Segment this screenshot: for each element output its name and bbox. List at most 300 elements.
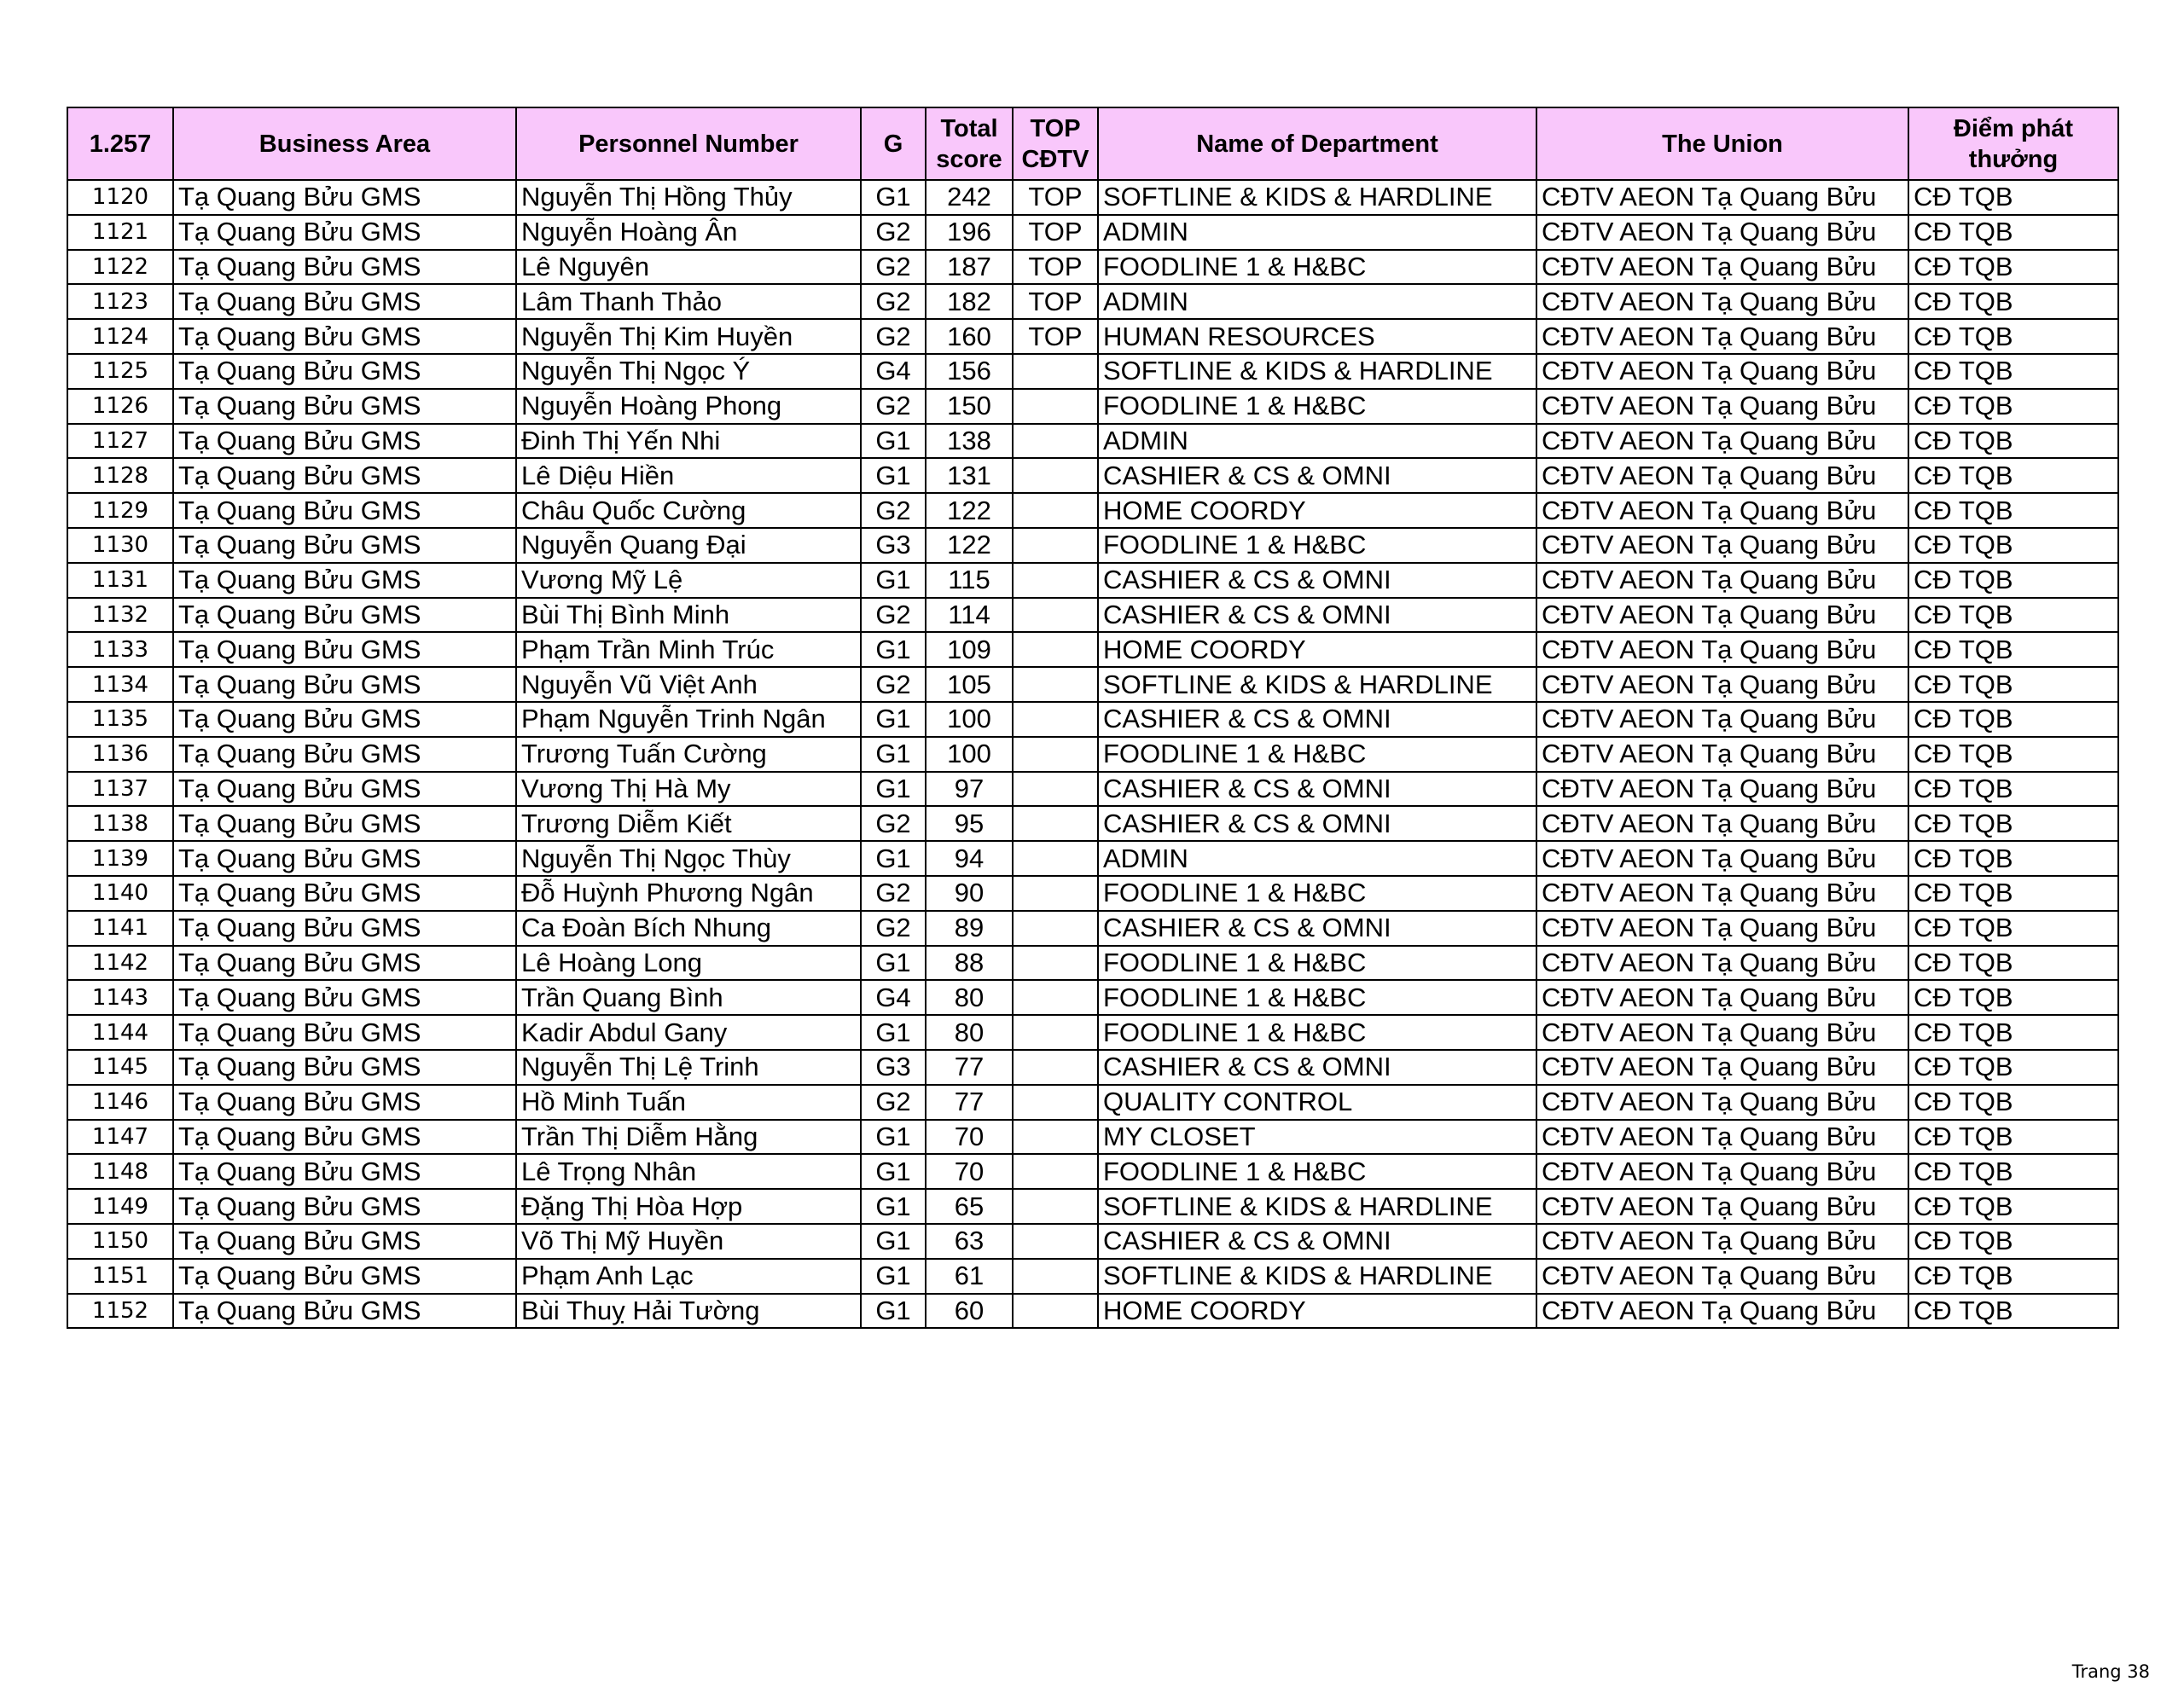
cell-personnel-name: Nguyễn Hoàng Phong (516, 389, 861, 424)
cell-department: SOFTLINE & KIDS & HARDLINE (1098, 1259, 1536, 1294)
cell-index: 1120 (67, 180, 173, 215)
cell-top-cdtv (1013, 563, 1098, 598)
header-diem-phat-thuong: Điểm phát thưởng (1908, 107, 2118, 180)
cell-grade: G2 (861, 250, 926, 285)
cell-top-cdtv (1013, 1120, 1098, 1155)
cell-top-cdtv (1013, 737, 1098, 772)
cell-diem-phat-thuong: CĐ TQB (1908, 980, 2118, 1015)
cell-department: FOODLINE 1 & H&BC (1098, 250, 1536, 285)
cell-personnel-name: Châu Quốc Cường (516, 493, 861, 528)
cell-total-score: 122 (926, 493, 1013, 528)
cell-top-cdtv (1013, 772, 1098, 807)
table-row (67, 250, 2118, 285)
cell-business-area: Tạ Quang Bửu GMS (173, 1154, 516, 1189)
header-index: 1.257 (67, 107, 173, 180)
cell-business-area: Tạ Quang Bửu GMS (173, 250, 516, 285)
cell-index: 1128 (67, 458, 173, 493)
cell-index: 1122 (67, 250, 173, 285)
cell-top-cdtv (1013, 389, 1098, 424)
rewards-table (67, 107, 2119, 1329)
cell-department: SOFTLINE & KIDS & HARDLINE (1098, 354, 1536, 389)
cell-top-cdtv (1013, 667, 1098, 702)
cell-grade: G1 (861, 1189, 926, 1224)
cell-diem-phat-thuong: CĐ TQB (1908, 632, 2118, 667)
table-row (67, 458, 2118, 493)
cell-total-score: 88 (926, 946, 1013, 981)
cell-department: HUMAN RESOURCES (1098, 319, 1536, 354)
table-row (67, 772, 2118, 807)
cell-top-cdtv (1013, 1015, 1098, 1050)
cell-union: CĐTV AEON Tạ Quang Bửu (1536, 319, 1908, 354)
cell-department: CASHIER & CS & OMNI (1098, 911, 1536, 946)
cell-department: FOODLINE 1 & H&BC (1098, 876, 1536, 911)
cell-department: SOFTLINE & KIDS & HARDLINE (1098, 667, 1536, 702)
cell-department: FOODLINE 1 & H&BC (1098, 737, 1536, 772)
cell-index: 1129 (67, 493, 173, 528)
cell-index: 1149 (67, 1189, 173, 1224)
cell-diem-phat-thuong: CĐ TQB (1908, 1120, 2118, 1155)
cell-index: 1145 (67, 1050, 173, 1085)
cell-department: SOFTLINE & KIDS & HARDLINE (1098, 180, 1536, 215)
cell-personnel-name: Lê Hoàng Long (516, 946, 861, 981)
header-union: The Union (1536, 107, 1908, 180)
cell-grade: G2 (861, 806, 926, 841)
table-row (67, 946, 2118, 981)
cell-diem-phat-thuong: CĐ TQB (1908, 1189, 2118, 1224)
table-row (67, 1050, 2118, 1085)
cell-business-area: Tạ Quang Bửu GMS (173, 841, 516, 876)
cell-union: CĐTV AEON Tạ Quang Bửu (1536, 1154, 1908, 1189)
cell-grade: G2 (861, 389, 926, 424)
cell-diem-phat-thuong: CĐ TQB (1908, 737, 2118, 772)
cell-total-score: 97 (926, 772, 1013, 807)
cell-grade: G3 (861, 528, 926, 563)
cell-business-area: Tạ Quang Bửu GMS (173, 319, 516, 354)
cell-total-score: 105 (926, 667, 1013, 702)
cell-diem-phat-thuong: CĐ TQB (1908, 911, 2118, 946)
cell-diem-phat-thuong: CĐ TQB (1908, 772, 2118, 807)
cell-business-area: Tạ Quang Bửu GMS (173, 354, 516, 389)
cell-grade: G1 (861, 1294, 926, 1329)
cell-personnel-name: Trương Tuấn Cường (516, 737, 861, 772)
cell-diem-phat-thuong: CĐ TQB (1908, 389, 2118, 424)
cell-grade: G2 (861, 1085, 926, 1120)
cell-top-cdtv (1013, 946, 1098, 981)
table-row (67, 424, 2118, 459)
cell-top-cdtv (1013, 1154, 1098, 1189)
cell-personnel-name: Phạm Anh Lạc (516, 1259, 861, 1294)
cell-grade: G1 (861, 632, 926, 667)
cell-department: QUALITY CONTROL (1098, 1085, 1536, 1120)
table-row (67, 493, 2118, 528)
cell-total-score: 61 (926, 1259, 1013, 1294)
cell-total-score: 63 (926, 1224, 1013, 1259)
cell-index: 1136 (67, 737, 173, 772)
cell-business-area: Tạ Quang Bửu GMS (173, 458, 516, 493)
cell-diem-phat-thuong: CĐ TQB (1908, 841, 2118, 876)
cell-total-score: 131 (926, 458, 1013, 493)
header-g: G (861, 107, 926, 180)
table-row (67, 632, 2118, 667)
cell-union: CĐTV AEON Tạ Quang Bửu (1536, 1259, 1908, 1294)
cell-diem-phat-thuong: CĐ TQB (1908, 250, 2118, 285)
cell-total-score: 242 (926, 180, 1013, 215)
cell-total-score: 70 (926, 1154, 1013, 1189)
cell-index: 1144 (67, 1015, 173, 1050)
cell-business-area: Tạ Quang Bửu GMS (173, 737, 516, 772)
table-row (67, 1189, 2118, 1224)
cell-top-cdtv (1013, 528, 1098, 563)
cell-union: CĐTV AEON Tạ Quang Bửu (1536, 389, 1908, 424)
cell-top-cdtv (1013, 702, 1098, 737)
cell-index: 1140 (67, 876, 173, 911)
cell-department: CASHIER & CS & OMNI (1098, 1050, 1536, 1085)
cell-diem-phat-thuong: CĐ TQB (1908, 284, 2118, 319)
cell-grade: G2 (861, 598, 926, 633)
cell-grade: G1 (861, 1224, 926, 1259)
cell-union: CĐTV AEON Tạ Quang Bửu (1536, 876, 1908, 911)
cell-personnel-name: Nguyễn Quang Đại (516, 528, 861, 563)
cell-grade: G1 (861, 1015, 926, 1050)
cell-index: 1148 (67, 1154, 173, 1189)
cell-business-area: Tạ Quang Bửu GMS (173, 598, 516, 633)
table-row (67, 354, 2118, 389)
cell-union: CĐTV AEON Tạ Quang Bửu (1536, 1189, 1908, 1224)
cell-total-score: 156 (926, 354, 1013, 389)
cell-grade: G1 (861, 702, 926, 737)
cell-grade: G1 (861, 563, 926, 598)
cell-department: FOODLINE 1 & H&BC (1098, 980, 1536, 1015)
cell-union: CĐTV AEON Tạ Quang Bửu (1536, 702, 1908, 737)
cell-top-cdtv (1013, 841, 1098, 876)
cell-top-cdtv (1013, 876, 1098, 911)
cell-personnel-name: Hồ Minh Tuấn (516, 1085, 861, 1120)
cell-personnel-name: Bùi Thuỵ Hải Tường (516, 1294, 861, 1329)
cell-total-score: 109 (926, 632, 1013, 667)
cell-grade: G1 (861, 841, 926, 876)
cell-diem-phat-thuong: CĐ TQB (1908, 598, 2118, 633)
cell-total-score: 100 (926, 737, 1013, 772)
cell-department: FOODLINE 1 & H&BC (1098, 528, 1536, 563)
cell-personnel-name: Đỗ Huỳnh Phương Ngân (516, 876, 861, 911)
cell-personnel-name: Lâm Thanh Thảo (516, 284, 861, 319)
table-row (67, 1085, 2118, 1120)
cell-personnel-name: Vương Mỹ Lệ (516, 563, 861, 598)
cell-total-score: 60 (926, 1294, 1013, 1329)
cell-personnel-name: Đinh Thị Yến Nhi (516, 424, 861, 459)
cell-index: 1146 (67, 1085, 173, 1120)
cell-total-score: 80 (926, 1015, 1013, 1050)
cell-top-cdtv (1013, 493, 1098, 528)
cell-business-area: Tạ Quang Bửu GMS (173, 493, 516, 528)
cell-union: CĐTV AEON Tạ Quang Bửu (1536, 667, 1908, 702)
cell-business-area: Tạ Quang Bửu GMS (173, 180, 516, 215)
cell-diem-phat-thuong: CĐ TQB (1908, 458, 2118, 493)
table-row (67, 841, 2118, 876)
cell-index: 1130 (67, 528, 173, 563)
cell-personnel-name: Trần Quang Bình (516, 980, 861, 1015)
table-row (67, 737, 2118, 772)
cell-total-score: 77 (926, 1085, 1013, 1120)
cell-top-cdtv (1013, 354, 1098, 389)
cell-department: ADMIN (1098, 841, 1536, 876)
cell-grade: G2 (861, 319, 926, 354)
table-row (67, 1224, 2118, 1259)
table-row (67, 1154, 2118, 1189)
cell-top-cdtv (1013, 1189, 1098, 1224)
cell-personnel-name: Nguyễn Hoàng Ân (516, 215, 861, 250)
cell-top-cdtv: TOP (1013, 180, 1098, 215)
cell-union: CĐTV AEON Tạ Quang Bửu (1536, 354, 1908, 389)
cell-department: FOODLINE 1 & H&BC (1098, 389, 1536, 424)
cell-total-score: 80 (926, 980, 1013, 1015)
cell-department: ADMIN (1098, 284, 1536, 319)
cell-business-area: Tạ Quang Bửu GMS (173, 702, 516, 737)
cell-index: 1125 (67, 354, 173, 389)
cell-business-area: Tạ Quang Bửu GMS (173, 1259, 516, 1294)
cell-union: CĐTV AEON Tạ Quang Bửu (1536, 598, 1908, 633)
cell-index: 1150 (67, 1224, 173, 1259)
cell-top-cdtv: TOP (1013, 215, 1098, 250)
table-row (67, 563, 2118, 598)
table-row (67, 598, 2118, 633)
table-row (67, 180, 2118, 215)
cell-business-area: Tạ Quang Bửu GMS (173, 215, 516, 250)
cell-diem-phat-thuong: CĐ TQB (1908, 702, 2118, 737)
cell-union: CĐTV AEON Tạ Quang Bửu (1536, 1050, 1908, 1085)
cell-top-cdtv (1013, 911, 1098, 946)
cell-union: CĐTV AEON Tạ Quang Bửu (1536, 980, 1908, 1015)
cell-total-score: 100 (926, 702, 1013, 737)
table-row (67, 876, 2118, 911)
header-personnel-number: Personnel Number (516, 107, 861, 180)
cell-diem-phat-thuong: CĐ TQB (1908, 667, 2118, 702)
cell-business-area: Tạ Quang Bửu GMS (173, 563, 516, 598)
cell-top-cdtv (1013, 1085, 1098, 1120)
cell-personnel-name: Võ Thị Mỹ Huyền (516, 1224, 861, 1259)
cell-personnel-name: Phạm Trần Minh Trúc (516, 632, 861, 667)
cell-grade: G1 (861, 737, 926, 772)
cell-total-score: 122 (926, 528, 1013, 563)
cell-personnel-name: Đặng Thị Hòa Hợp (516, 1189, 861, 1224)
cell-business-area: Tạ Quang Bửu GMS (173, 667, 516, 702)
cell-union: CĐTV AEON Tạ Quang Bửu (1536, 946, 1908, 981)
cell-total-score: 77 (926, 1050, 1013, 1085)
cell-grade: G1 (861, 1120, 926, 1155)
cell-business-area: Tạ Quang Bửu GMS (173, 806, 516, 841)
cell-diem-phat-thuong: CĐ TQB (1908, 1050, 2118, 1085)
cell-grade: G1 (861, 1154, 926, 1189)
cell-department: CASHIER & CS & OMNI (1098, 806, 1536, 841)
cell-top-cdtv: TOP (1013, 250, 1098, 285)
cell-union: CĐTV AEON Tạ Quang Bửu (1536, 250, 1908, 285)
cell-top-cdtv (1013, 632, 1098, 667)
cell-personnel-name: Nguyễn Vũ Việt Anh (516, 667, 861, 702)
cell-personnel-name: Nguyễn Thị Ngọc Ý (516, 354, 861, 389)
cell-union: CĐTV AEON Tạ Quang Bửu (1536, 772, 1908, 807)
cell-diem-phat-thuong: CĐ TQB (1908, 319, 2118, 354)
table-row (67, 806, 2118, 841)
cell-business-area: Tạ Quang Bửu GMS (173, 1224, 516, 1259)
cell-personnel-name: Kadir Abdul Gany (516, 1015, 861, 1050)
cell-index: 1133 (67, 632, 173, 667)
cell-business-area: Tạ Quang Bửu GMS (173, 1085, 516, 1120)
table-row (67, 1259, 2118, 1294)
cell-index: 1147 (67, 1120, 173, 1155)
cell-business-area: Tạ Quang Bửu GMS (173, 284, 516, 319)
table-row (67, 1015, 2118, 1050)
cell-business-area: Tạ Quang Bửu GMS (173, 911, 516, 946)
table-row (67, 1120, 2118, 1155)
cell-union: CĐTV AEON Tạ Quang Bửu (1536, 632, 1908, 667)
cell-business-area: Tạ Quang Bửu GMS (173, 876, 516, 911)
table-row (67, 389, 2118, 424)
cell-grade: G2 (861, 284, 926, 319)
cell-department: HOME COORDY (1098, 632, 1536, 667)
cell-business-area: Tạ Quang Bửu GMS (173, 772, 516, 807)
cell-diem-phat-thuong: CĐ TQB (1908, 354, 2118, 389)
cell-department: MY CLOSET (1098, 1120, 1536, 1155)
cell-department: FOODLINE 1 & H&BC (1098, 946, 1536, 981)
cell-grade: G4 (861, 980, 926, 1015)
table-row (67, 319, 2118, 354)
cell-diem-phat-thuong: CĐ TQB (1908, 1085, 2118, 1120)
cell-diem-phat-thuong: CĐ TQB (1908, 424, 2118, 459)
table-row (67, 1294, 2118, 1329)
cell-total-score: 150 (926, 389, 1013, 424)
cell-total-score: 182 (926, 284, 1013, 319)
cell-index: 1126 (67, 389, 173, 424)
cell-diem-phat-thuong: CĐ TQB (1908, 215, 2118, 250)
cell-index: 1135 (67, 702, 173, 737)
cell-business-area: Tạ Quang Bửu GMS (173, 528, 516, 563)
cell-union: CĐTV AEON Tạ Quang Bửu (1536, 215, 1908, 250)
cell-total-score: 115 (926, 563, 1013, 598)
cell-grade: G2 (861, 911, 926, 946)
cell-total-score: 65 (926, 1189, 1013, 1224)
cell-grade: G2 (861, 876, 926, 911)
cell-department: HOME COORDY (1098, 1294, 1536, 1329)
cell-business-area: Tạ Quang Bửu GMS (173, 946, 516, 981)
cell-total-score: 187 (926, 250, 1013, 285)
cell-department: ADMIN (1098, 215, 1536, 250)
cell-department: SOFTLINE & KIDS & HARDLINE (1098, 1189, 1536, 1224)
cell-top-cdtv (1013, 598, 1098, 633)
cell-department: CASHIER & CS & OMNI (1098, 598, 1536, 633)
cell-index: 1152 (67, 1294, 173, 1329)
cell-index: 1142 (67, 946, 173, 981)
cell-union: CĐTV AEON Tạ Quang Bửu (1536, 737, 1908, 772)
cell-union: CĐTV AEON Tạ Quang Bửu (1536, 563, 1908, 598)
cell-union: CĐTV AEON Tạ Quang Bửu (1536, 1224, 1908, 1259)
cell-grade: G1 (861, 1259, 926, 1294)
cell-total-score: 160 (926, 319, 1013, 354)
cell-total-score: 94 (926, 841, 1013, 876)
cell-union: CĐTV AEON Tạ Quang Bửu (1536, 841, 1908, 876)
cell-department: CASHIER & CS & OMNI (1098, 702, 1536, 737)
cell-diem-phat-thuong: CĐ TQB (1908, 493, 2118, 528)
cell-grade: G4 (861, 354, 926, 389)
cell-grade: G1 (861, 772, 926, 807)
cell-union: CĐTV AEON Tạ Quang Bửu (1536, 424, 1908, 459)
cell-diem-phat-thuong: CĐ TQB (1908, 1224, 2118, 1259)
cell-index: 1138 (67, 806, 173, 841)
cell-personnel-name: Lê Diệu Hiền (516, 458, 861, 493)
cell-top-cdtv (1013, 424, 1098, 459)
cell-union: CĐTV AEON Tạ Quang Bửu (1536, 493, 1908, 528)
cell-business-area: Tạ Quang Bửu GMS (173, 424, 516, 459)
cell-personnel-name: Nguyễn Thị Ngọc Thùy (516, 841, 861, 876)
cell-diem-phat-thuong: CĐ TQB (1908, 1259, 2118, 1294)
cell-total-score: 70 (926, 1120, 1013, 1155)
table-row (67, 528, 2118, 563)
cell-grade: G2 (861, 667, 926, 702)
table-row (67, 911, 2118, 946)
cell-diem-phat-thuong: CĐ TQB (1908, 876, 2118, 911)
cell-grade: G3 (861, 1050, 926, 1085)
cell-personnel-name: Bùi Thị Bình Minh (516, 598, 861, 633)
header-total-score: Total score (926, 107, 1013, 180)
cell-department: FOODLINE 1 & H&BC (1098, 1015, 1536, 1050)
cell-top-cdtv: TOP (1013, 284, 1098, 319)
cell-union: CĐTV AEON Tạ Quang Bửu (1536, 284, 1908, 319)
cell-personnel-name: Lê Nguyên (516, 250, 861, 285)
header-top-cdtv: TOP CĐTV (1013, 107, 1098, 180)
cell-top-cdtv (1013, 1294, 1098, 1329)
cell-personnel-name: Ca Đoàn Bích Nhung (516, 911, 861, 946)
cell-top-cdtv (1013, 806, 1098, 841)
cell-grade: G1 (861, 946, 926, 981)
cell-department: ADMIN (1098, 424, 1536, 459)
cell-department: CASHIER & CS & OMNI (1098, 772, 1536, 807)
cell-index: 1124 (67, 319, 173, 354)
cell-diem-phat-thuong: CĐ TQB (1908, 563, 2118, 598)
cell-department: FOODLINE 1 & H&BC (1098, 1154, 1536, 1189)
cell-union: CĐTV AEON Tạ Quang Bửu (1536, 911, 1908, 946)
cell-top-cdtv (1013, 1259, 1098, 1294)
table-row (67, 284, 2118, 319)
cell-total-score: 196 (926, 215, 1013, 250)
cell-union: CĐTV AEON Tạ Quang Bửu (1536, 1085, 1908, 1120)
cell-personnel-name: Nguyễn Thị Kim Huyền (516, 319, 861, 354)
cell-index: 1121 (67, 215, 173, 250)
table-body (67, 180, 2118, 1328)
cell-index: 1137 (67, 772, 173, 807)
cell-total-score: 90 (926, 876, 1013, 911)
cell-grade: G2 (861, 215, 926, 250)
cell-grade: G1 (861, 180, 926, 215)
cell-business-area: Tạ Quang Bửu GMS (173, 389, 516, 424)
cell-business-area: Tạ Quang Bửu GMS (173, 1120, 516, 1155)
cell-business-area: Tạ Quang Bửu GMS (173, 1050, 516, 1085)
cell-business-area: Tạ Quang Bửu GMS (173, 632, 516, 667)
cell-grade: G1 (861, 424, 926, 459)
cell-diem-phat-thuong: CĐ TQB (1908, 528, 2118, 563)
cell-index: 1139 (67, 841, 173, 876)
table-row (67, 667, 2118, 702)
cell-personnel-name: Phạm Nguyễn Trinh Ngân (516, 702, 861, 737)
cell-union: CĐTV AEON Tạ Quang Bửu (1536, 806, 1908, 841)
cell-personnel-name: Trương Diễm Kiết (516, 806, 861, 841)
cell-personnel-name: Lê Trọng Nhân (516, 1154, 861, 1189)
cell-grade: G2 (861, 493, 926, 528)
cell-department: CASHIER & CS & OMNI (1098, 458, 1536, 493)
cell-union: CĐTV AEON Tạ Quang Bửu (1536, 1294, 1908, 1329)
page-number: Trang 38 (2071, 1661, 2150, 1682)
cell-total-score: 89 (926, 911, 1013, 946)
cell-union: CĐTV AEON Tạ Quang Bửu (1536, 1120, 1908, 1155)
cell-union: CĐTV AEON Tạ Quang Bửu (1536, 180, 1908, 215)
